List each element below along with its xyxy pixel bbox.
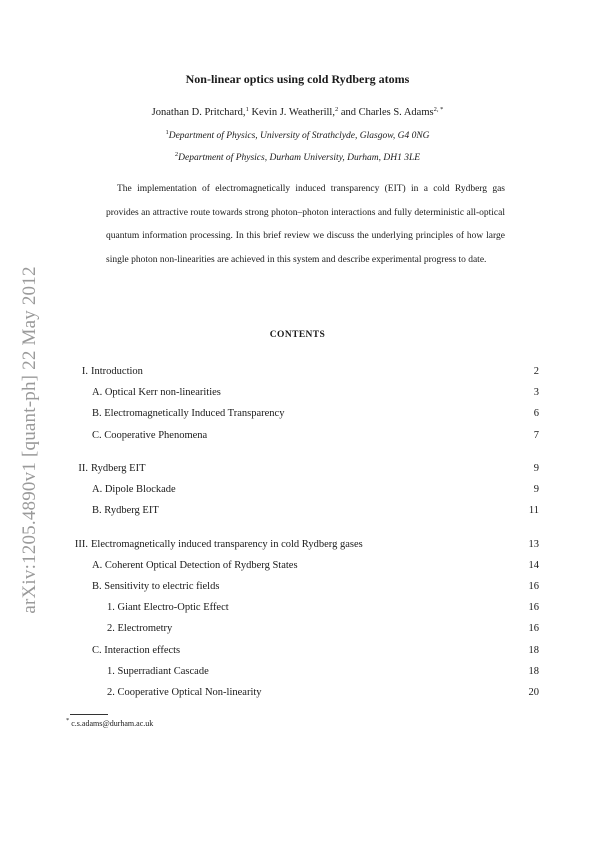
toc-entry-page: 3 — [533, 387, 539, 398]
footnote-divider — [70, 714, 108, 715]
arxiv-identifier: arXiv:1205.4890v1 [quant-ph] 22 May 2012 — [19, 266, 40, 614]
toc-entry-page: 11 — [528, 505, 539, 516]
toc-entry — [0, 503, 595, 518]
toc-entry — [0, 621, 595, 636]
paper-title: Non-linear optics using cold Rydberg atoms — [185, 72, 410, 86]
toc-entry-page: 16 — [528, 602, 539, 613]
toc-entry — [0, 385, 595, 400]
affiliation-text: Department of Physics, Durham University, Durham, DH1 3LE — [178, 153, 421, 163]
author-name: Jonathan D. Pritchard, — [151, 107, 246, 118]
affiliation — [0, 131, 595, 141]
toc-section-title: Rydberg EIT — [91, 463, 146, 474]
toc-entry-label: C. Interaction effects — [92, 645, 181, 656]
toc-entry-label: A. Optical Kerr non-linearities — [92, 387, 221, 398]
toc-entry-page: 2 — [533, 366, 539, 377]
toc-entry-page: 9 — [533, 484, 539, 495]
toc-entry — [0, 406, 595, 421]
toc-entry — [0, 428, 595, 443]
toc-entry — [0, 482, 595, 497]
affiliation-mark: 1 — [165, 129, 169, 136]
affiliation-text: Department of Physics, University of Strathclyde, Glasgow, G4 0NG — [168, 131, 430, 141]
toc-entry-page: 20 — [528, 687, 539, 698]
toc-entry-label: C. Cooperative Phenomena — [92, 430, 208, 441]
affiliation — [0, 153, 595, 163]
toc-entry-label: B. Rydberg EIT — [92, 505, 159, 516]
toc-entry-page: 14 — [528, 560, 539, 571]
toc-entry-label: 1. Giant Electro-Optic Effect — [107, 602, 229, 613]
toc-entry-page: 16 — [528, 581, 539, 592]
toc-section-title: Electromagnetically induced transparency in cold Rydberg gases — [91, 539, 363, 550]
footnote — [66, 719, 153, 728]
toc-entry-page: 7 — [533, 430, 539, 441]
toc-section-numeral: I. — [81, 366, 88, 377]
toc-entry-label: 2. Cooperative Optical Non-linearity — [107, 687, 262, 698]
toc-section-numeral: II. — [78, 463, 88, 474]
toc-entry-page: 16 — [528, 623, 539, 634]
affiliation-mark: 2 — [174, 151, 179, 158]
toc-entry — [0, 643, 595, 658]
toc-entry — [0, 461, 595, 476]
contents-heading: CONTENTS — [269, 330, 326, 340]
author-affil-mark: 2, * — [433, 106, 444, 113]
toc-entry-page: 18 — [528, 666, 539, 677]
abstract: The implementation of electromagnetically induced transparency (EIT) in a cold Rydberg gas provides an attractive route towards strong photon–photon interactions and fully deterministic all-optical quantum information processing. In this brief review we discuss the underlying principles of how large single photon non-linearities are achieved in this system and describe experimental progress to date. — [106, 184, 505, 265]
toc-entry-page: 18 — [528, 645, 539, 656]
author-name: Kevin J. Weatherill, — [251, 107, 335, 118]
author-name: and Charles S. Adams — [340, 107, 434, 118]
toc-entry-label: B. Sensitivity to electric fields — [92, 581, 220, 592]
toc-entry-page: 13 — [528, 539, 539, 550]
author-list — [0, 107, 595, 118]
toc-entry-label: B. Electromagnetically Induced Transparency — [92, 408, 285, 419]
author-affil-mark: 2 — [334, 106, 339, 113]
toc-entry — [0, 558, 595, 573]
footnote-email: c.s.adams@durham.ac.uk — [71, 719, 154, 728]
toc-entry-label: 1. Superradiant Cascade — [107, 666, 209, 677]
toc-entry-label: 2. Electrometry — [107, 623, 173, 634]
toc-entry-label: A. Coherent Optical Detection of Rydberg States — [92, 560, 298, 571]
toc-section-title: Introduction — [91, 366, 143, 377]
toc-section-numeral: III. — [74, 539, 88, 550]
toc-entry — [0, 579, 595, 594]
toc-entry-page: 9 — [533, 463, 539, 474]
toc-entry — [0, 600, 595, 615]
toc-entry — [0, 537, 595, 552]
toc-entry-page: 6 — [533, 408, 539, 419]
toc-entry — [0, 685, 595, 700]
author-affil-mark: 1 — [245, 106, 249, 113]
toc-entry-label: A. Dipole Blockade — [92, 484, 176, 495]
footnote-mark: * — [66, 717, 70, 724]
toc-entry — [0, 364, 595, 379]
toc-entry — [0, 664, 595, 679]
